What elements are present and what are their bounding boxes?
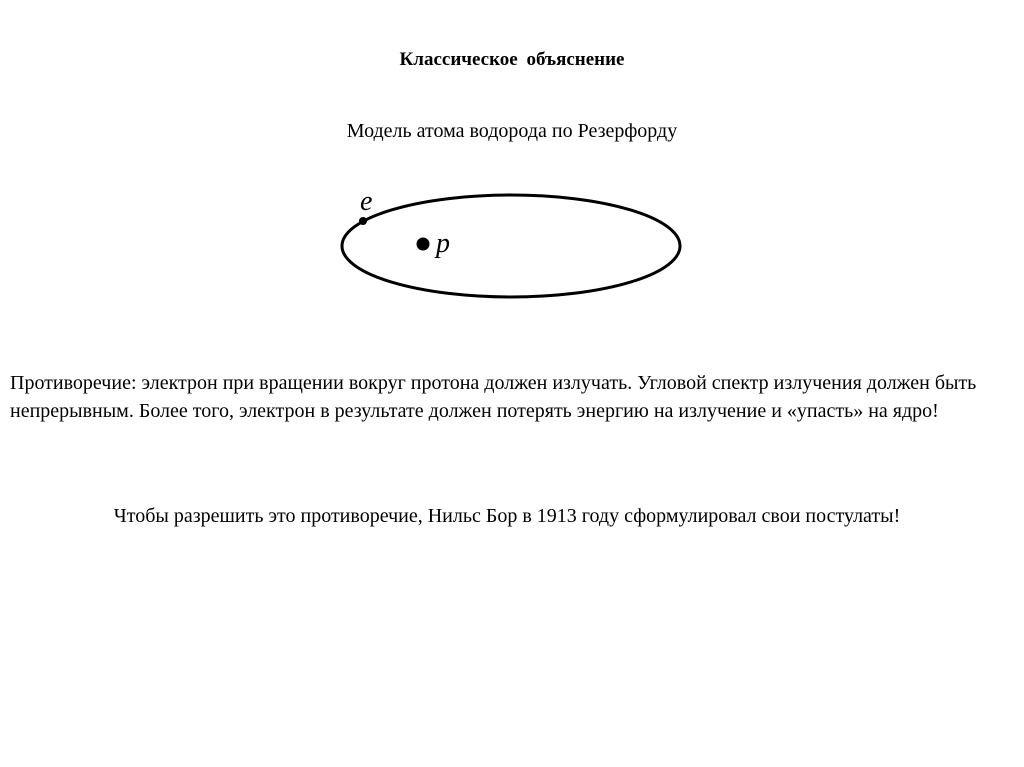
rutherford-atom-diagram xyxy=(320,180,720,310)
slide-title: Классическое объяснение xyxy=(399,49,625,70)
proton-label: p xyxy=(436,228,450,259)
electron-label: e xyxy=(360,186,373,217)
proton-dot xyxy=(417,238,430,251)
contradiction-paragraph: Противоречие: электрон при вращении вокруг протона должен излучать. Угловой спектр излучения должен быть непрерывным. Более того, электрон в результате должен потерять энергию на излучение и «упасть» на ядро! xyxy=(10,372,977,422)
electron-orbit xyxy=(342,195,680,297)
slide-subtitle: Модель атома водорода по Резерфорду xyxy=(346,120,678,142)
electron-dot xyxy=(359,217,367,225)
conclusion-text: Чтобы разрешить это противоречие, Нильс Бор в 1913 году сформулировал свои постулаты! xyxy=(113,505,901,527)
